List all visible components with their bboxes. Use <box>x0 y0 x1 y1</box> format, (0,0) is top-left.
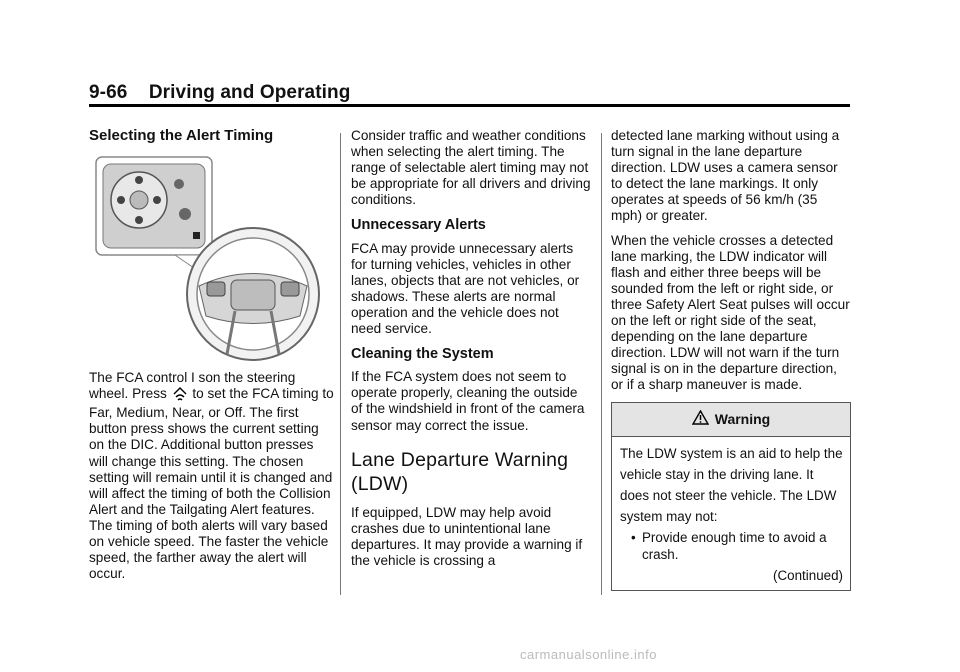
subsection-heading: Cleaning the System <box>351 346 494 363</box>
watermark: carmanualsonline.info <box>520 647 657 662</box>
subsection-heading: Unnecessary Alerts <box>351 217 486 234</box>
warning-body: The LDW system is an aid to help the vehicle stay in the driving lane. It does not steer the vehicle. The LDW system may not: • Provide enough time to avoid a crash. (Continued) <box>612 437 850 590</box>
column-divider <box>340 133 341 595</box>
fca-timing-icon <box>173 387 187 405</box>
section-heading-large: Lane Departure Warning (LDW) <box>351 448 569 495</box>
column-1 <box>89 128 335 590</box>
paragraph: The FCA control I son the steering wheel. Press to set the FCA timing to Far, Medium, Near, or Off. The first button press shows the current setting on the DIC. Additional button presses will change this setting. The chosen setting will remain until it is changed and will affect the timing of both the Collision Alert and the Tailgating Alert features. The timing of both alerts will vary based on vehicle speed. The faster the vehicle speed, the farther away the alert will occur. <box>89 370 334 582</box>
steering-wheel-controls-illustration <box>95 156 325 362</box>
paragraph: When the vehicle crosses a detected lane marking, the LDW indicator will flash and either three beeps will be sounded from the left or right side, or three Safety Alert Seat pulses will occur on the left or right side of the seat, depending on the lane departure direction. LDW will not warn if the turn signal is on in the departure direction, or if a sharp maneuver is made. <box>611 232 850 393</box>
paragraph: Consider traffic and weather conditions when selecting the alert timing. The range of selectable alert timing may not be appropriate for all drivers and driving conditions. <box>351 128 591 208</box>
warning-triangle-icon <box>692 410 709 428</box>
list-item: • Provide enough time to avoid a crash. <box>642 529 843 563</box>
warning-title: Warning <box>714 410 771 427</box>
page-number: 9-66 <box>89 82 128 103</box>
page-header <box>89 82 350 104</box>
column-3 <box>611 128 851 591</box>
continued-label: (Continued) <box>773 567 843 583</box>
paragraph: detected lane marking without using a turn signal in the lane departure direction. LDW uses a camera sensor to detect the lane markings. It only operates at speeds of 56 km/h (35 mph) or greater. <box>611 128 840 224</box>
warning-box <box>611 402 851 591</box>
header-rule <box>89 104 850 107</box>
section-heading: Selecting the Alert Timing <box>89 127 274 144</box>
warning-header <box>612 403 850 437</box>
column-divider <box>601 133 602 595</box>
column-2 <box>351 128 591 577</box>
section-title: Driving and Operating <box>148 82 351 103</box>
paragraph: If equipped, LDW may help avoid crashes due to unintentional lane departures. It may provide a warning if the vehicle is crossing a <box>351 504 583 568</box>
paragraph: FCA may provide unnecessary alerts for turning vehicles, vehicles in other lanes, objects that are not vehicles, or shadows. These alerts are normal operation and the vehicle does not need service. <box>351 240 580 337</box>
warning-list <box>620 529 843 563</box>
paragraph: If the FCA system does not seem to operate properly, cleaning the outside of the windshield in front of the camera sensor may correct the issue. <box>351 369 585 433</box>
